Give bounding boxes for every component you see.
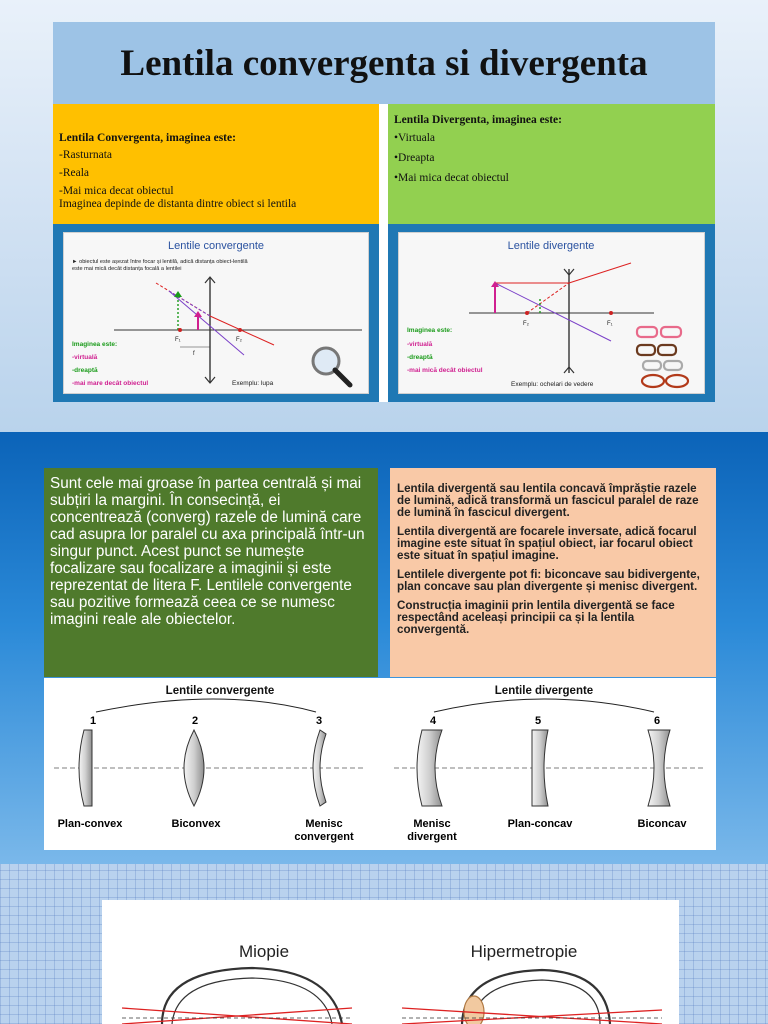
lens-number: 3 [316, 715, 323, 727]
divergent-paragraph: Lentila divergentă are focarele inversate, adică focarul imagine este situat în spațiul obiect, iar focarul obiect este situat în spațiul imagine. [397, 525, 697, 562]
slide-title: Lentila convergenta si divergenta [120, 42, 648, 84]
myopia-label: Miopie [238, 942, 290, 961]
lens-name: Biconcav [637, 818, 687, 830]
convergent-heading: Lentila Convergenta, imaginea este: [59, 132, 236, 144]
convergent-summary-box [53, 104, 379, 224]
lens-name: divergent [407, 831, 457, 843]
divergent-lens-diagram [399, 233, 704, 393]
image-property: -virtuală [407, 341, 433, 348]
lens-name: Menisc [413, 818, 451, 830]
slide-lens-types [0, 432, 768, 864]
lens-name: Plan-convex [57, 818, 123, 830]
divergent-item: •Mai mica decat obiectul [394, 172, 509, 184]
image-label: Imaginea este: [72, 341, 118, 348]
focus-label: F₁ [175, 337, 181, 343]
convergent-lens-card [63, 232, 369, 394]
focus-point [525, 311, 529, 315]
image-label: Imaginea este: [407, 327, 453, 334]
focal-length-label: f [193, 351, 195, 357]
image-property: -mai mică decât obiectul [407, 367, 483, 374]
divergent-paragraph: Lentila divergentă sau lentila concavă împrăștie razele de lumină, adică transformă un fascicul paralel de raze de lumină în fascicul divergent. [397, 482, 699, 519]
convergent-note: Imaginea depinde de distanta dintre obiect si lentila [59, 198, 297, 210]
eye-diagram-card [102, 900, 679, 1024]
hyperopia-label: Hipermetropie [470, 942, 578, 961]
focus-label: F₂ [236, 337, 242, 343]
image-property: -dreaptă [72, 367, 98, 374]
lens-number: 2 [192, 715, 199, 727]
divergent-item: •Dreapta [394, 152, 435, 164]
virtual-image-arrowhead [174, 291, 182, 297]
slide-vision-defects [0, 864, 768, 1024]
hyperopia-eye-illustration [402, 970, 662, 1024]
convergent-item: -Reala [59, 167, 90, 179]
divergent-item: •Virtuala [394, 132, 436, 144]
lens-number: 1 [90, 715, 97, 727]
lens-number: 4 [430, 715, 437, 727]
image-property: -mai mare decât obiectul [72, 380, 149, 387]
divergent-summary-box [388, 104, 715, 224]
focus-point [178, 328, 182, 332]
meniscus-convergent-lens [313, 730, 326, 806]
ray-purple-ext [169, 291, 210, 316]
convergent-card-desc: este mai mică decât distanța focală a lentilei [72, 266, 182, 272]
magnifier-icon [313, 348, 350, 385]
convergent-card-desc: ► obiectul este așezat între focar și lentilă, adică distanța obiect-lentilă [72, 259, 248, 265]
slide-content [53, 22, 715, 402]
divergent-bracket-arc [434, 699, 654, 712]
convergent-card-title: Lentile convergente [167, 240, 265, 252]
slide-lens-intro [0, 0, 768, 432]
image-property: -virtuală [72, 354, 98, 361]
lens-types-diagram-panel [44, 678, 716, 850]
lens-name: Biconvex [171, 818, 221, 830]
ray-red-diverging [569, 263, 631, 283]
lens-name: Menisc [305, 818, 343, 830]
convergent-description: Sunt cele mai groase în partea centrală și mai subțiri la margini. În consecință, ei concentrează (converg) razele de lumină care cad asupra lor paralel cu axa principală într-un singur punct. Acest punct se numește focalizare sau focalizare a imaginii și este reprezentat de litera F. Lentilele convergente sau pozitive formează ceea ce se numesc imagini reale ale obiectelor. [44, 468, 378, 677]
example-label: Exemplu: lupa [232, 380, 274, 387]
lens-number: 5 [535, 715, 542, 727]
eye-diagram [102, 900, 679, 1024]
convergent-item: -Rasturnata [59, 149, 113, 161]
lens-types-diagram [44, 678, 716, 850]
ray-purple [169, 291, 244, 355]
divergent-group-title: Lentile divergente [494, 685, 594, 697]
image-property: -dreaptă [407, 354, 433, 361]
divergent-lens-card [398, 232, 705, 394]
myopia-eye-illustration [122, 968, 352, 1024]
divergent-lens-panel [388, 224, 715, 402]
eyeglasses-icon [637, 327, 688, 387]
divergent-description [390, 468, 716, 677]
title-banner [53, 22, 715, 104]
divergent-paragraph: Construcția imaginii prin lentila divergentă se face respectând aceleași principii ca și la lentila convergentă. [397, 599, 675, 636]
focus-label: F₁ [607, 321, 613, 327]
convergent-item: -Mai mica decat obiectul [59, 185, 174, 197]
divergent-heading: Lentila Divergenta, imaginea este: [394, 114, 562, 126]
focus-point [238, 328, 242, 332]
convergent-lens-diagram [64, 233, 368, 393]
divergent-card-title: Lentile divergente [507, 240, 595, 252]
lens-name: Plan-concav [507, 818, 573, 830]
convergent-group-title: Lentile convergente [165, 685, 275, 697]
biconvex-lens [184, 730, 204, 806]
convergent-bracket-arc [96, 699, 316, 712]
convergent-lens-panel [53, 224, 379, 402]
plan-convex-lens [79, 730, 92, 806]
lens-number: 6 [654, 715, 661, 727]
divergent-paragraph: Lentilele divergente pot fi: biconcave sau bidivergente, plan concave sau plan divergente și menisc divergent. [397, 568, 700, 593]
ray-purple [495, 283, 611, 341]
focus-point [609, 311, 613, 315]
lens-name: convergent [294, 831, 354, 843]
focus-label: F₂ [523, 321, 529, 327]
ray-extension [527, 283, 569, 313]
example-label: Exemplu: ochelari de vedere [511, 381, 594, 388]
plan-concave-lens [532, 730, 548, 806]
